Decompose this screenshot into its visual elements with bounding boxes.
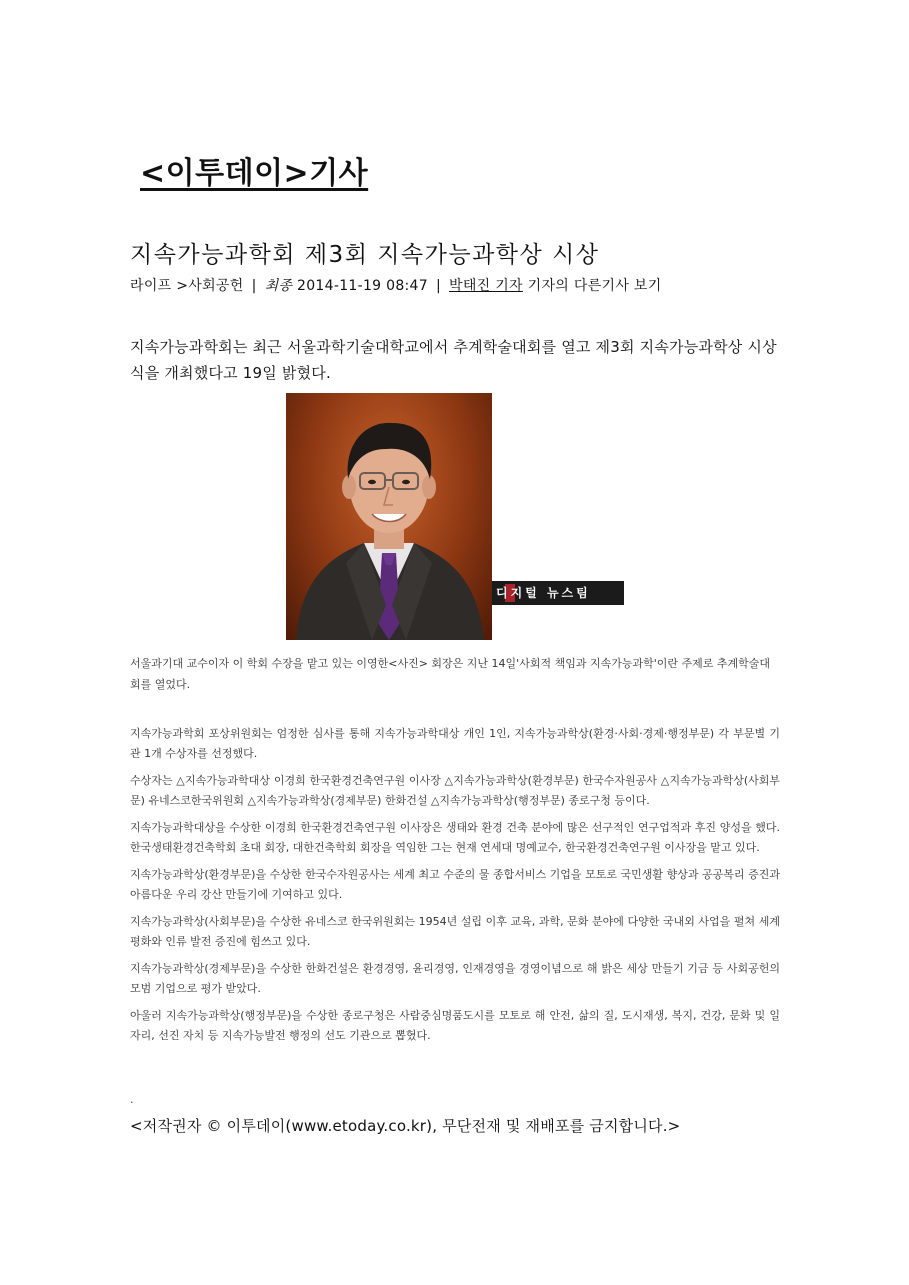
body-paragraph: 지속가능과학상(환경부문)을 수상한 한국수자원공사는 세계 최고 수준의 물 종합서비스 기업을 모토로 국민생활 향상과 공공복리 증진과 아름다운 우리 강산 만들기에 기여하고 있다. [130,868,780,901]
body-paragraph: 아울러 지속가능과학상(행정부문)을 수상한 종로구청은 사람중심명품도시를 모토로 해 안전, 삶의 질, 도시재생, 복지, 건강, 문화 및 일자리, 선진 자치 등 지속가능발전 행정의 선도 기관으로 뽑혔다. [130,1009,780,1042]
separator: | [435,278,442,294]
page-heading: <이투데이>기사 [140,156,369,191]
portrait-photo [286,393,492,640]
body-paragraph: 지속가능과학회 포상위원회는 엄정한 심사를 통해 지속가능과학대상 개인 1인, 지속가능과학상(환경·사회·경제·행정부문) 각 부문별 기관 1개 수상자를 선정했다. [130,727,780,760]
article-body [130,724,780,1053]
body-paragraph: 지속가능과학상(경제부문)을 수상한 한화건설은 환경경영, 윤리경영, 인재경영을 경영이념으로 해 밝은 세상 만들기 기금 등 사회공헌의 모범 기업으로 평가 받았다. [130,962,780,995]
reporter-link[interactable]: 박태진 기자 [449,278,523,294]
more-articles-link[interactable]: 기자의 다른기사 보기 [527,278,662,294]
copyright-notice: <저작권자 © 이투데이(www.etoday.co.kr), 무단전재 및 재배포를 금지합니다.> [130,1117,681,1135]
final-label: 최종 [264,278,293,294]
body-paragraph: 수상자는 △지속가능과학대상 이경희 한국환경건축연구원 이사장 △지속가능과학상(환경부문) 한국수자원공사 △지속가능과학상(사회부문) 유네스코한국위원회 △지속가능과학상(경제부문) 한화건설 △지속가능과학상(행정부문) 종로구청 등이다. [130,774,780,807]
byline [130,275,662,295]
publish-datetime: 2014-11-19 08:47 [297,278,428,294]
separator: | [251,278,257,294]
trailing-dot: . [130,1093,134,1106]
body-paragraph: 지속가능과학대상을 수상한 이경희 한국환경건축연구원 이사장은 생태와 환경 건축 분야에 많은 선구적인 연구업적과 후진 양성을 했다. 한국생태환경건축학회 초대 회장, 대한건축학회 회장을 역임한 그는 현재 연세대 명예교수, 한국환경건축연구원 이사장을 맡고 있다. [130,821,781,854]
section-link[interactable]: 라이프 >사회공헌 [130,278,244,294]
lead-paragraph: 지속가능과학회는 최근 서울과학기술대학교에서 추계학술대회를 열고 제3회 지속가능과학상 시상식을 개최했다고 19일 밝혔다. [130,338,777,382]
portrait-illustration [286,393,492,640]
body-paragraph: 지속가능과학상(사회부문)을 수상한 유네스코 한국위원회는 1954년 설립 이후 교육, 과학, 문화 분야에 다양한 국내외 사업을 펼쳐 세계 평화와 인류 발전 증진에 힘쓰고 있다. [130,915,780,948]
photo-overlay-label [492,581,624,605]
photo-caption: 서울과기대 교수이자 이 학회 수장을 맡고 있는 이영한<사진> 회장은 지난 14일'사회적 책임과 지속가능과학'이란 주제로 추계학술대회를 열었다. [130,657,770,691]
article-title: 지속가능과학회 제3회 지속가능과학상 시상 [130,242,600,268]
overlay-text: 디지털 뉴스팀 [496,586,591,600]
